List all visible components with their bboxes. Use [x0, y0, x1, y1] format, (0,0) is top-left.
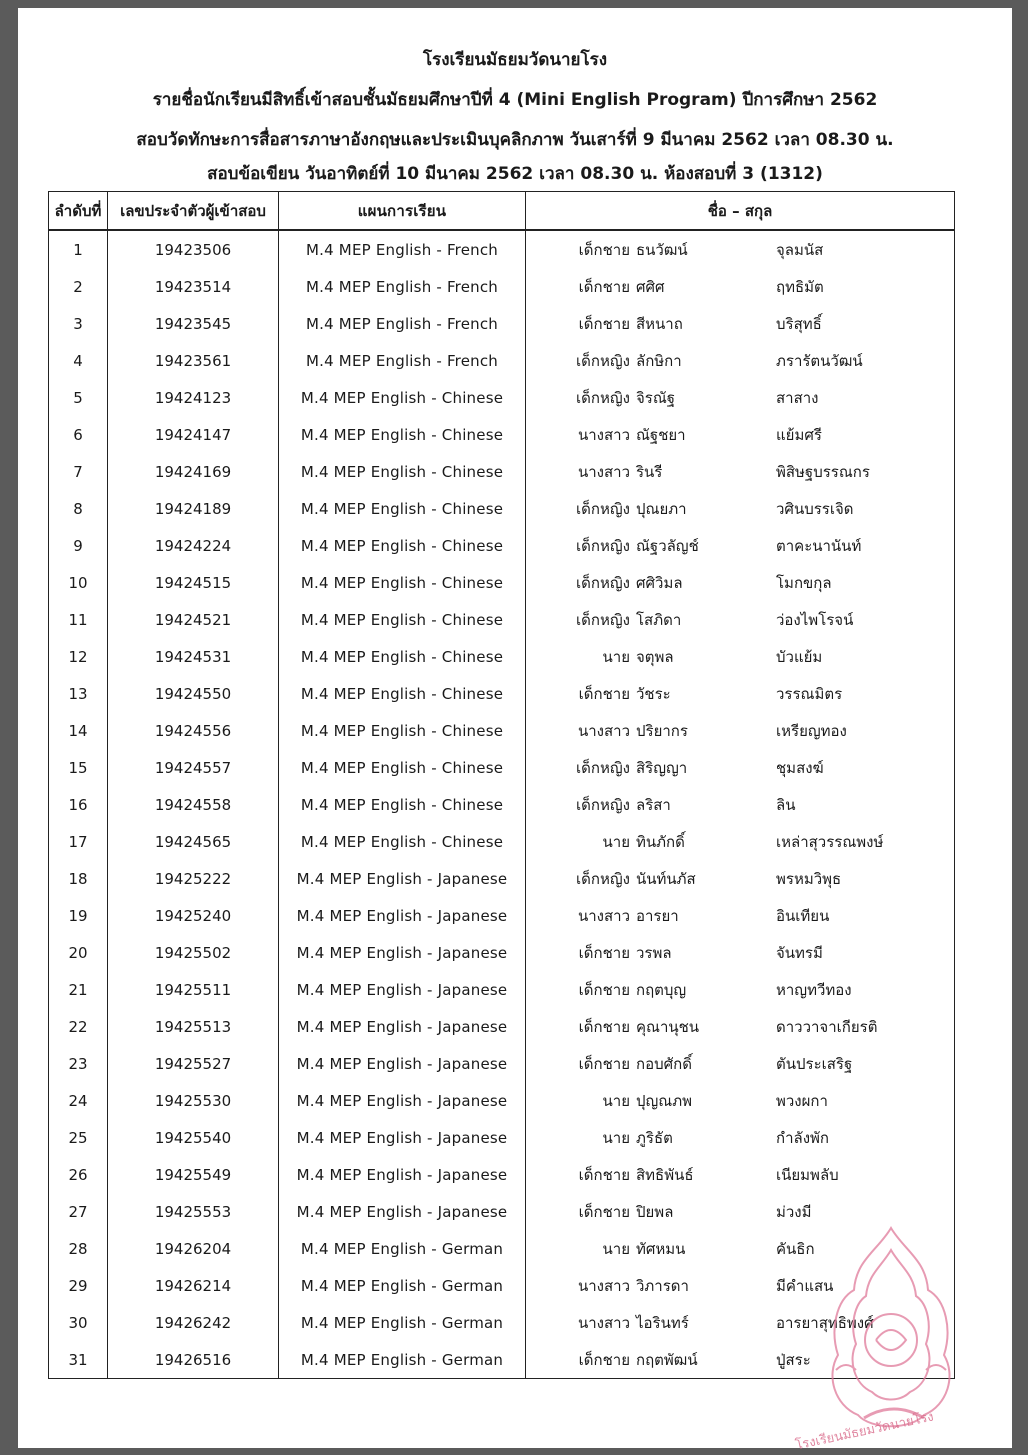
- row-number: 30: [49, 1304, 108, 1341]
- row-number: 16: [49, 786, 108, 823]
- table-row: [49, 379, 955, 416]
- first-name: กฤตพัฒน์: [636, 1350, 698, 1369]
- exam-id: 19424531: [108, 638, 279, 675]
- table-row: [49, 268, 955, 305]
- exam-id: 19425553: [108, 1193, 279, 1230]
- exam-id: 19424515: [108, 564, 279, 601]
- name-group: [526, 527, 954, 564]
- first-name: วรพล: [636, 943, 672, 962]
- study-plan: M.4 MEP English - Chinese: [279, 527, 526, 564]
- name-group: [526, 453, 954, 490]
- exam-id: 19424556: [108, 712, 279, 749]
- name-prefix: เด็กหญิง: [576, 758, 630, 777]
- study-plan: M.4 MEP English - Chinese: [279, 675, 526, 712]
- row-number: 13: [49, 675, 108, 712]
- name-prefix: นาย: [602, 1239, 630, 1258]
- last-name: พรหมวิพุธ: [776, 869, 842, 888]
- exam-id: 19425511: [108, 971, 279, 1008]
- exam-id: 19424224: [108, 527, 279, 564]
- study-plan: M.4 MEP English - Japanese: [279, 860, 526, 897]
- first-name: ลริสา: [636, 795, 671, 814]
- row-number: 27: [49, 1193, 108, 1230]
- last-name: กำลังพัก: [776, 1128, 829, 1147]
- name-prefix: นาย: [602, 647, 630, 666]
- name-group: [526, 675, 954, 712]
- list-title: รายชื่อนักเรียนมีสิทธิ์เข้าสอบชั้นมัธยมศึกษาปีที่ 4 (Mini English Program) ปีการศึกษา 2562: [152, 90, 878, 110]
- table-row: [49, 1045, 955, 1082]
- row-number: 3: [49, 305, 108, 342]
- last-name: บัวแย้ม: [776, 647, 823, 666]
- table-row: [49, 1304, 955, 1341]
- last-name: มีคำแสน: [776, 1276, 834, 1295]
- name-group: [526, 379, 954, 416]
- last-name: ลิน: [776, 795, 796, 814]
- first-name: ไอรินทร์: [636, 1313, 689, 1332]
- exam-id: 19425222: [108, 860, 279, 897]
- first-name: นันท์นภัส: [636, 869, 696, 888]
- last-name: สาสาง: [776, 388, 819, 407]
- table-row: [49, 934, 955, 971]
- exam-id: 19424558: [108, 786, 279, 823]
- study-plan: M.4 MEP English - French: [279, 305, 526, 342]
- name-group: [526, 268, 954, 305]
- last-name: ตันประเสริฐ: [776, 1054, 853, 1073]
- study-plan: M.4 MEP English - Japanese: [279, 1045, 526, 1082]
- row-number: 22: [49, 1008, 108, 1045]
- study-plan: M.4 MEP English - Japanese: [279, 971, 526, 1008]
- study-plan: M.4 MEP English - Chinese: [279, 601, 526, 638]
- table-row: [49, 1341, 955, 1379]
- table-row: [49, 490, 955, 527]
- name-prefix: เด็กหญิง: [576, 795, 630, 814]
- column-header-study-plan: แผนการเรียน: [279, 192, 526, 231]
- full-name: [526, 305, 955, 342]
- name-group: [526, 342, 954, 379]
- table-row: [49, 1193, 955, 1230]
- last-name: ม่วงมี: [776, 1202, 812, 1221]
- exam-id: 19425549: [108, 1156, 279, 1193]
- seal-caption: โรงเรียนมัธยมวัดนายโรง: [794, 1409, 936, 1454]
- table-row: [49, 1008, 955, 1045]
- full-name: [526, 1267, 955, 1304]
- column-header-no: ลำดับที่: [49, 192, 108, 231]
- study-plan: M.4 MEP English - Chinese: [279, 379, 526, 416]
- full-name: [526, 379, 955, 416]
- study-plan: M.4 MEP English - German: [279, 1304, 526, 1341]
- last-name: เหรียญทอง: [776, 721, 847, 740]
- name-prefix: เด็กหญิง: [576, 869, 630, 888]
- full-name: [526, 897, 955, 934]
- last-name: คันธิก: [776, 1239, 815, 1258]
- first-name: สิริญญา: [636, 758, 688, 777]
- name-prefix: นางสาว: [577, 425, 630, 444]
- table-row: [49, 712, 955, 749]
- study-plan: M.4 MEP English - Japanese: [279, 1082, 526, 1119]
- last-name: ชุมสงฆ์: [776, 758, 824, 777]
- exam-id: 19426516: [108, 1341, 279, 1379]
- row-number: 31: [49, 1341, 108, 1379]
- name-group: [526, 786, 954, 823]
- exam-id: 19424557: [108, 749, 279, 786]
- table-row: [49, 1156, 955, 1193]
- name-prefix: เด็กชาย: [578, 1165, 630, 1184]
- table-row: [49, 1119, 955, 1156]
- document-page: [18, 8, 1012, 1454]
- name-prefix: เด็กชาย: [578, 943, 630, 962]
- study-plan: M.4 MEP English - German: [279, 1341, 526, 1379]
- last-name: หาญทวีทอง: [776, 980, 852, 999]
- full-name: [526, 268, 955, 305]
- study-plan: M.4 MEP English - Chinese: [279, 638, 526, 675]
- full-name: [526, 1230, 955, 1267]
- name-prefix: เด็กชาย: [578, 1350, 630, 1369]
- table-row: [49, 675, 955, 712]
- table-row: [49, 342, 955, 379]
- table-row: [49, 971, 955, 1008]
- last-name: ฤทธิมัต: [776, 277, 824, 296]
- full-name: [526, 712, 955, 749]
- full-name: [526, 1156, 955, 1193]
- study-plan: M.4 MEP English - French: [279, 342, 526, 379]
- full-name: [526, 1341, 955, 1379]
- study-plan: M.4 MEP English - Chinese: [279, 564, 526, 601]
- table-row: [49, 1230, 955, 1267]
- table-row: [49, 564, 955, 601]
- table-row: [49, 1082, 955, 1119]
- row-number: 2: [49, 268, 108, 305]
- name-group: [526, 638, 954, 675]
- full-name: [526, 786, 955, 823]
- row-number: 21: [49, 971, 108, 1008]
- first-name: กอบศักดิ์: [636, 1054, 692, 1073]
- exam-id: 19426204: [108, 1230, 279, 1267]
- name-prefix: นางสาว: [577, 1276, 630, 1295]
- full-name: [526, 823, 955, 860]
- first-name: กฤตบุญ: [636, 980, 687, 999]
- exam-id: 19424147: [108, 416, 279, 453]
- last-name: ว่องไพโรจน์: [776, 610, 854, 629]
- full-name: [526, 416, 955, 453]
- exam-id: 19424189: [108, 490, 279, 527]
- name-prefix: เด็กชาย: [578, 277, 630, 296]
- first-name: ปิยพล: [636, 1202, 674, 1221]
- first-name: ลักษิกา: [636, 351, 682, 370]
- table-row: [49, 601, 955, 638]
- first-name: ทินภักดิ์: [636, 832, 685, 851]
- name-prefix: นางสาว: [577, 1313, 630, 1332]
- exam-id: 19423506: [108, 230, 279, 268]
- row-number: 26: [49, 1156, 108, 1193]
- full-name: [526, 1082, 955, 1119]
- exam-id: 19425530: [108, 1082, 279, 1119]
- name-prefix: เด็กหญิง: [576, 573, 630, 592]
- last-name: อินเทียน: [776, 906, 830, 925]
- name-prefix: นาย: [602, 832, 630, 851]
- table-row: [49, 305, 955, 342]
- full-name: [526, 971, 955, 1008]
- study-plan: M.4 MEP English - French: [279, 230, 526, 268]
- exam-id: 19425240: [108, 897, 279, 934]
- last-name: บริสุทธิ์: [776, 314, 822, 333]
- table-row: [49, 230, 955, 268]
- name-group: [526, 601, 954, 638]
- table-row: [49, 527, 955, 564]
- name-prefix: นาย: [602, 1091, 630, 1110]
- name-group: [526, 1045, 954, 1082]
- row-number: 28: [49, 1230, 108, 1267]
- name-group: [526, 1341, 954, 1378]
- full-name: [526, 342, 955, 379]
- full-name: [526, 601, 955, 638]
- last-name: วศินบรรเจิด: [776, 499, 854, 518]
- full-name: [526, 527, 955, 564]
- full-name: [526, 860, 955, 897]
- full-name: [526, 1045, 955, 1082]
- last-name: วรรณมิตร: [776, 684, 843, 703]
- exam-id: 19426214: [108, 1267, 279, 1304]
- column-header-full-name: ชื่อ – สกุล: [526, 192, 955, 231]
- name-prefix: เด็กชาย: [578, 684, 630, 703]
- exam-id: 19426242: [108, 1304, 279, 1341]
- name-group: [526, 1267, 954, 1304]
- study-plan: M.4 MEP English - Japanese: [279, 1008, 526, 1045]
- name-prefix: เด็กชาย: [578, 1054, 630, 1073]
- exam-id: 19424123: [108, 379, 279, 416]
- last-name: จันทรมี: [776, 943, 823, 962]
- exam-id: 19424521: [108, 601, 279, 638]
- name-group: [526, 712, 954, 749]
- table-row: [49, 823, 955, 860]
- last-name: ภรารัตนวัฒน์: [776, 351, 863, 370]
- study-plan: M.4 MEP English - Japanese: [279, 1156, 526, 1193]
- name-prefix: เด็กชาย: [578, 314, 630, 333]
- name-prefix: เด็กหญิง: [576, 499, 630, 518]
- exam-id: 19423514: [108, 268, 279, 305]
- study-plan: M.4 MEP English - Chinese: [279, 490, 526, 527]
- full-name: [526, 1193, 955, 1230]
- exam-id: 19425527: [108, 1045, 279, 1082]
- exam-schedule-interview: สอบวัดทักษะการสื่อสารภาษาอังกฤษและประเมินบุคลิกภาพ วันเสาร์ที่ 9 มีนาคม 2562 เวลา 08.30 น.: [136, 130, 894, 150]
- name-group: [526, 416, 954, 453]
- full-name: [526, 638, 955, 675]
- first-name: วิภารดา: [636, 1276, 689, 1295]
- name-group: [526, 1230, 954, 1267]
- student-list-table: [48, 191, 955, 1379]
- first-name: จิรณัฐ: [636, 388, 676, 407]
- name-group: [526, 564, 954, 601]
- name-group: [526, 231, 954, 268]
- full-name: [526, 1119, 955, 1156]
- first-name: ภูริธัต: [636, 1128, 673, 1147]
- name-prefix: เด็กหญิง: [576, 351, 630, 370]
- first-name: ธนวัฒน์: [636, 240, 688, 259]
- table-row: [49, 1267, 955, 1304]
- exam-id: 19423561: [108, 342, 279, 379]
- row-number: 1: [49, 230, 108, 268]
- table-row: [49, 638, 955, 675]
- row-number: 20: [49, 934, 108, 971]
- full-name: [526, 490, 955, 527]
- first-name: ปุญณภพ: [636, 1091, 692, 1110]
- study-plan: M.4 MEP English - Chinese: [279, 416, 526, 453]
- name-group: [526, 1304, 954, 1341]
- row-number: 23: [49, 1045, 108, 1082]
- name-prefix: เด็กชาย: [578, 980, 630, 999]
- row-number: 18: [49, 860, 108, 897]
- exam-id: 19424550: [108, 675, 279, 712]
- full-name: [526, 1304, 955, 1341]
- name-group: [526, 971, 954, 1008]
- name-prefix: เด็กชาย: [578, 1202, 630, 1221]
- name-prefix: นางสาว: [577, 462, 630, 481]
- table-header-row: [49, 192, 955, 231]
- exam-id: 19425502: [108, 934, 279, 971]
- last-name: แย้มศรี: [776, 425, 822, 444]
- last-name: เหล่าสุวรรณพงษ์: [776, 832, 884, 851]
- last-name: ตาคะนานันท์: [776, 536, 862, 555]
- name-group: [526, 1193, 954, 1230]
- study-plan: M.4 MEP English - Japanese: [279, 1193, 526, 1230]
- name-group: [526, 1082, 954, 1119]
- study-plan: M.4 MEP English - Chinese: [279, 749, 526, 786]
- study-plan: M.4 MEP English - Chinese: [279, 453, 526, 490]
- exam-id: 19425513: [108, 1008, 279, 1045]
- first-name: โสภิดา: [636, 610, 682, 629]
- row-number: 9: [49, 527, 108, 564]
- first-name: อารยา: [636, 906, 679, 925]
- name-prefix: เด็กหญิง: [576, 388, 630, 407]
- row-number: 11: [49, 601, 108, 638]
- last-name: ดาววาจาเกียรติ: [776, 1017, 878, 1036]
- full-name: [526, 453, 955, 490]
- row-number: 14: [49, 712, 108, 749]
- study-plan: M.4 MEP English - Japanese: [279, 897, 526, 934]
- row-number: 5: [49, 379, 108, 416]
- name-group: [526, 823, 954, 860]
- name-group: [526, 749, 954, 786]
- name-group: [526, 897, 954, 934]
- row-number: 4: [49, 342, 108, 379]
- study-plan: M.4 MEP English - Chinese: [279, 712, 526, 749]
- full-name: [526, 749, 955, 786]
- row-number: 12: [49, 638, 108, 675]
- first-name: ปริยากร: [636, 721, 688, 740]
- first-name: สีหนาถ: [636, 314, 683, 333]
- first-name: ศศิวิมล: [636, 573, 683, 592]
- row-number: 24: [49, 1082, 108, 1119]
- study-plan: M.4 MEP English - German: [279, 1267, 526, 1304]
- name-group: [526, 1156, 954, 1193]
- name-group: [526, 860, 954, 897]
- last-name: พวงผกา: [776, 1091, 828, 1110]
- table-row: [49, 416, 955, 453]
- table-row: [49, 453, 955, 490]
- name-prefix: นางสาว: [577, 721, 630, 740]
- full-name: [526, 230, 955, 268]
- study-plan: M.4 MEP English - Japanese: [279, 934, 526, 971]
- last-name: พิสิษฐบรรณกร: [776, 462, 870, 481]
- full-name: [526, 675, 955, 712]
- name-prefix: เด็กชาย: [578, 240, 630, 259]
- first-name: ศศิศ: [636, 277, 665, 296]
- first-name: คุณานุชน: [636, 1017, 700, 1036]
- study-plan: M.4 MEP English - Chinese: [279, 823, 526, 860]
- last-name: จุลมนัส: [776, 240, 824, 259]
- table-row: [49, 897, 955, 934]
- school-name: โรงเรียนมัธยมวัดนายโรง: [422, 50, 608, 70]
- first-name: ปุณยภา: [636, 499, 687, 518]
- name-prefix: นาย: [602, 1128, 630, 1147]
- last-name: ปู่สระ: [776, 1350, 811, 1369]
- row-number: 6: [49, 416, 108, 453]
- last-name: อารยาสุทธิพงศ์: [776, 1313, 874, 1332]
- row-number: 10: [49, 564, 108, 601]
- row-number: 15: [49, 749, 108, 786]
- row-number: 8: [49, 490, 108, 527]
- name-prefix: เด็กชาย: [578, 1017, 630, 1036]
- full-name: [526, 564, 955, 601]
- first-name: วัชระ: [636, 684, 671, 703]
- name-group: [526, 1119, 954, 1156]
- name-group: [526, 490, 954, 527]
- full-name: [526, 1008, 955, 1045]
- first-name: ณัฐวลัญช์: [636, 536, 699, 555]
- last-name: เนียมพลับ: [776, 1165, 839, 1184]
- name-prefix: เด็กหญิง: [576, 536, 630, 555]
- row-number: 7: [49, 453, 108, 490]
- name-group: [526, 934, 954, 971]
- exam-id: 19423545: [108, 305, 279, 342]
- study-plan: M.4 MEP English - Chinese: [279, 786, 526, 823]
- first-name: สิทธิพันธ์: [636, 1165, 694, 1184]
- first-name: รินรี: [636, 462, 663, 481]
- last-name: โมกขกุล: [776, 573, 832, 592]
- exam-id: 19424565: [108, 823, 279, 860]
- row-number: 19: [49, 897, 108, 934]
- table-row: [49, 860, 955, 897]
- name-group: [526, 305, 954, 342]
- exam-id: 19424169: [108, 453, 279, 490]
- name-group: [526, 1008, 954, 1045]
- table-row: [49, 786, 955, 823]
- study-plan: M.4 MEP English - French: [279, 268, 526, 305]
- row-number: 29: [49, 1267, 108, 1304]
- column-header-exam-id: เลขประจำตัวผู้เข้าสอบ: [108, 192, 279, 231]
- exam-id: 19425540: [108, 1119, 279, 1156]
- first-name: ทัศหมน: [636, 1239, 686, 1258]
- name-prefix: เด็กหญิง: [576, 610, 630, 629]
- name-prefix: นางสาว: [577, 906, 630, 925]
- table-row: [49, 749, 955, 786]
- full-name: [526, 934, 955, 971]
- study-plan: M.4 MEP English - German: [279, 1230, 526, 1267]
- exam-schedule-written: สอบข้อเขียน วันอาทิตย์ที่ 10 มีนาคม 2562 เวลา 08.30 น. ห้องสอบที่ 3 (1312): [207, 164, 823, 184]
- row-number: 25: [49, 1119, 108, 1156]
- first-name: ณัฐชยา: [636, 425, 686, 444]
- first-name: จตุพล: [636, 647, 674, 666]
- row-number: 17: [49, 823, 108, 860]
- study-plan: M.4 MEP English - Japanese: [279, 1119, 526, 1156]
